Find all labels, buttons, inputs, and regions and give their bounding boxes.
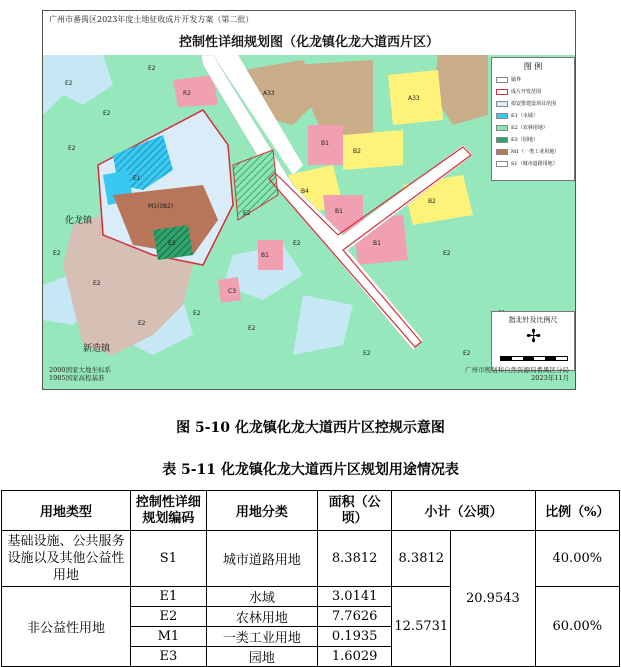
legend-item bbox=[496, 112, 538, 119]
legend-item bbox=[496, 88, 541, 95]
parcel-label: E2 bbox=[93, 280, 101, 287]
parcel-label: E1 bbox=[133, 175, 141, 182]
parcel-label: B2 bbox=[428, 198, 436, 205]
class-cell: 农林用地 bbox=[206, 607, 317, 627]
parcel-label: E2 bbox=[248, 325, 256, 332]
map-authority: 广州市规划和自然资源局番禺区分局 bbox=[465, 366, 569, 374]
parcel-label: B1 bbox=[261, 252, 269, 259]
type-cell: 基础设施、公共服务设施以及其他公益性用地 bbox=[2, 531, 131, 587]
map-date: 2023年11月 bbox=[531, 374, 569, 382]
legend-item bbox=[496, 124, 548, 131]
legend-item bbox=[496, 160, 558, 167]
scale-bar bbox=[500, 356, 568, 361]
parcel-label: E2 bbox=[68, 145, 76, 152]
place-label-hualong: 化龙镇 bbox=[65, 216, 93, 226]
map-title: 控制性详细规划图（化龙镇化龙大道西片区） bbox=[178, 35, 439, 50]
legend-swatch bbox=[496, 125, 508, 131]
area-cell: 0.1935 bbox=[317, 627, 391, 647]
subtotal-cell: 8.3812 bbox=[392, 531, 451, 587]
parcel-label: E2 bbox=[243, 210, 251, 217]
map-top-note: 广州市番禺区2023年度土地征收成片开发方案（第二批） bbox=[49, 15, 254, 24]
header-area: 面积（公顷） bbox=[317, 491, 391, 531]
class-cell: 城市道路用地 bbox=[206, 531, 317, 587]
area-cell: 1.6029 bbox=[317, 647, 391, 667]
table-header-row bbox=[2, 491, 620, 531]
place-label-xinzao: 新造镇 bbox=[83, 344, 111, 354]
legend-swatch bbox=[496, 113, 508, 119]
subtotal-cell: 12.5731 bbox=[392, 587, 451, 667]
parcel-label: E2 bbox=[138, 320, 146, 327]
class-cell: 水域 bbox=[206, 587, 317, 607]
parcel-label: M1(082) bbox=[148, 203, 174, 210]
header-class: 用地分类 bbox=[206, 491, 317, 531]
area-cell: 3.0141 bbox=[317, 587, 391, 607]
legend-swatch bbox=[496, 101, 508, 107]
parcel-label: E2 bbox=[148, 65, 156, 72]
header-type: 用地类型 bbox=[2, 491, 131, 531]
legend-item bbox=[496, 100, 556, 107]
legend-swatch bbox=[496, 77, 508, 83]
ratio-cell: 60.00% bbox=[535, 587, 619, 667]
parcel-label: B2 bbox=[353, 148, 361, 155]
code-cell: E1 bbox=[130, 587, 206, 607]
code-cell: E3 bbox=[130, 647, 206, 667]
map-footer-left bbox=[49, 366, 111, 382]
parcel-label: E2 bbox=[363, 350, 371, 357]
map-legend bbox=[491, 57, 575, 181]
map-header bbox=[43, 11, 575, 55]
parcel-label: E2 bbox=[293, 240, 301, 247]
legend-swatch bbox=[496, 89, 508, 95]
total-cell: 20.9543 bbox=[451, 531, 535, 667]
parcel-label: E2 bbox=[463, 350, 471, 357]
legend-item bbox=[496, 136, 538, 143]
north-arrow-icon: ✢ bbox=[526, 326, 542, 347]
header-ratio: 比例（%） bbox=[535, 491, 619, 531]
code-cell: M1 bbox=[130, 627, 206, 647]
area-cell: 8.3812 bbox=[317, 531, 391, 587]
legend-item bbox=[496, 148, 559, 155]
coordinate-system: 2000国家大地坐标系 bbox=[49, 366, 112, 374]
parcel-label: B1 bbox=[321, 140, 329, 147]
code-cell: E2 bbox=[130, 607, 206, 627]
elevation-datum: 1985国家高程基准 bbox=[49, 374, 105, 382]
legend-item bbox=[496, 76, 521, 83]
north-arrow-panel bbox=[491, 311, 575, 371]
figure-caption: 图 5-10 化龙镇化龙大道西片区控规示意图 bbox=[176, 420, 445, 436]
legend-label: 拟安排建设项目范围 bbox=[511, 101, 557, 107]
parcel-label: E3 bbox=[168, 240, 176, 247]
legend-label: E2（农林用地） bbox=[511, 125, 548, 131]
parcel-label: A33 bbox=[408, 95, 420, 102]
parcel-label: E2 bbox=[443, 250, 451, 257]
parcel-label: E2 bbox=[103, 110, 111, 117]
table-row bbox=[2, 531, 620, 587]
legend-swatch bbox=[496, 137, 508, 143]
legend-label: M1（一类工业用地） bbox=[511, 149, 560, 155]
commercial-block bbox=[173, 75, 218, 107]
type-cell: 非公益性用地 bbox=[2, 587, 131, 667]
code-cell: S1 bbox=[130, 531, 206, 587]
north-title: 指北针及比例尺 bbox=[508, 316, 558, 324]
parcel-label: E2 bbox=[53, 250, 61, 257]
table-caption: 表 5-11 化龙镇化龙大道西片区规划用途情况表 bbox=[162, 462, 459, 478]
residential-block bbox=[343, 130, 403, 170]
legend-label: S1（城市道路用地） bbox=[511, 161, 558, 167]
parcel-label: A33 bbox=[263, 90, 275, 97]
legend-label: 成片开发范围 bbox=[511, 89, 542, 95]
header-code: 控制性详细规划编码 bbox=[130, 491, 206, 531]
area-cell: 7.7626 bbox=[317, 607, 391, 627]
legend-label: E1（水域） bbox=[511, 113, 538, 119]
legend-label: 镇界 bbox=[511, 77, 522, 83]
land-use-table bbox=[1, 490, 620, 667]
legend-swatch bbox=[496, 149, 508, 155]
class-cell: 一类工业用地 bbox=[206, 627, 317, 647]
legend-label: E3（园地） bbox=[511, 137, 538, 143]
parcel-label: R2 bbox=[183, 90, 191, 97]
parcel-label: B1 bbox=[335, 208, 343, 215]
parcel-label: B1 bbox=[373, 240, 381, 247]
parcel-label: E2 bbox=[193, 310, 201, 317]
ratio-cell: 40.00% bbox=[535, 531, 619, 587]
header-subtotal: 小计（公顷） bbox=[392, 491, 535, 531]
parcel-label: B4 bbox=[301, 188, 309, 195]
parcel-label: C3 bbox=[228, 288, 237, 295]
parcel-label: E2 bbox=[65, 80, 73, 87]
legend-title: 图 例 bbox=[523, 62, 543, 71]
class-cell: 园地 bbox=[206, 647, 317, 667]
legend-swatch bbox=[496, 161, 508, 167]
map-footer-right bbox=[465, 366, 569, 382]
plan-map bbox=[42, 10, 576, 390]
